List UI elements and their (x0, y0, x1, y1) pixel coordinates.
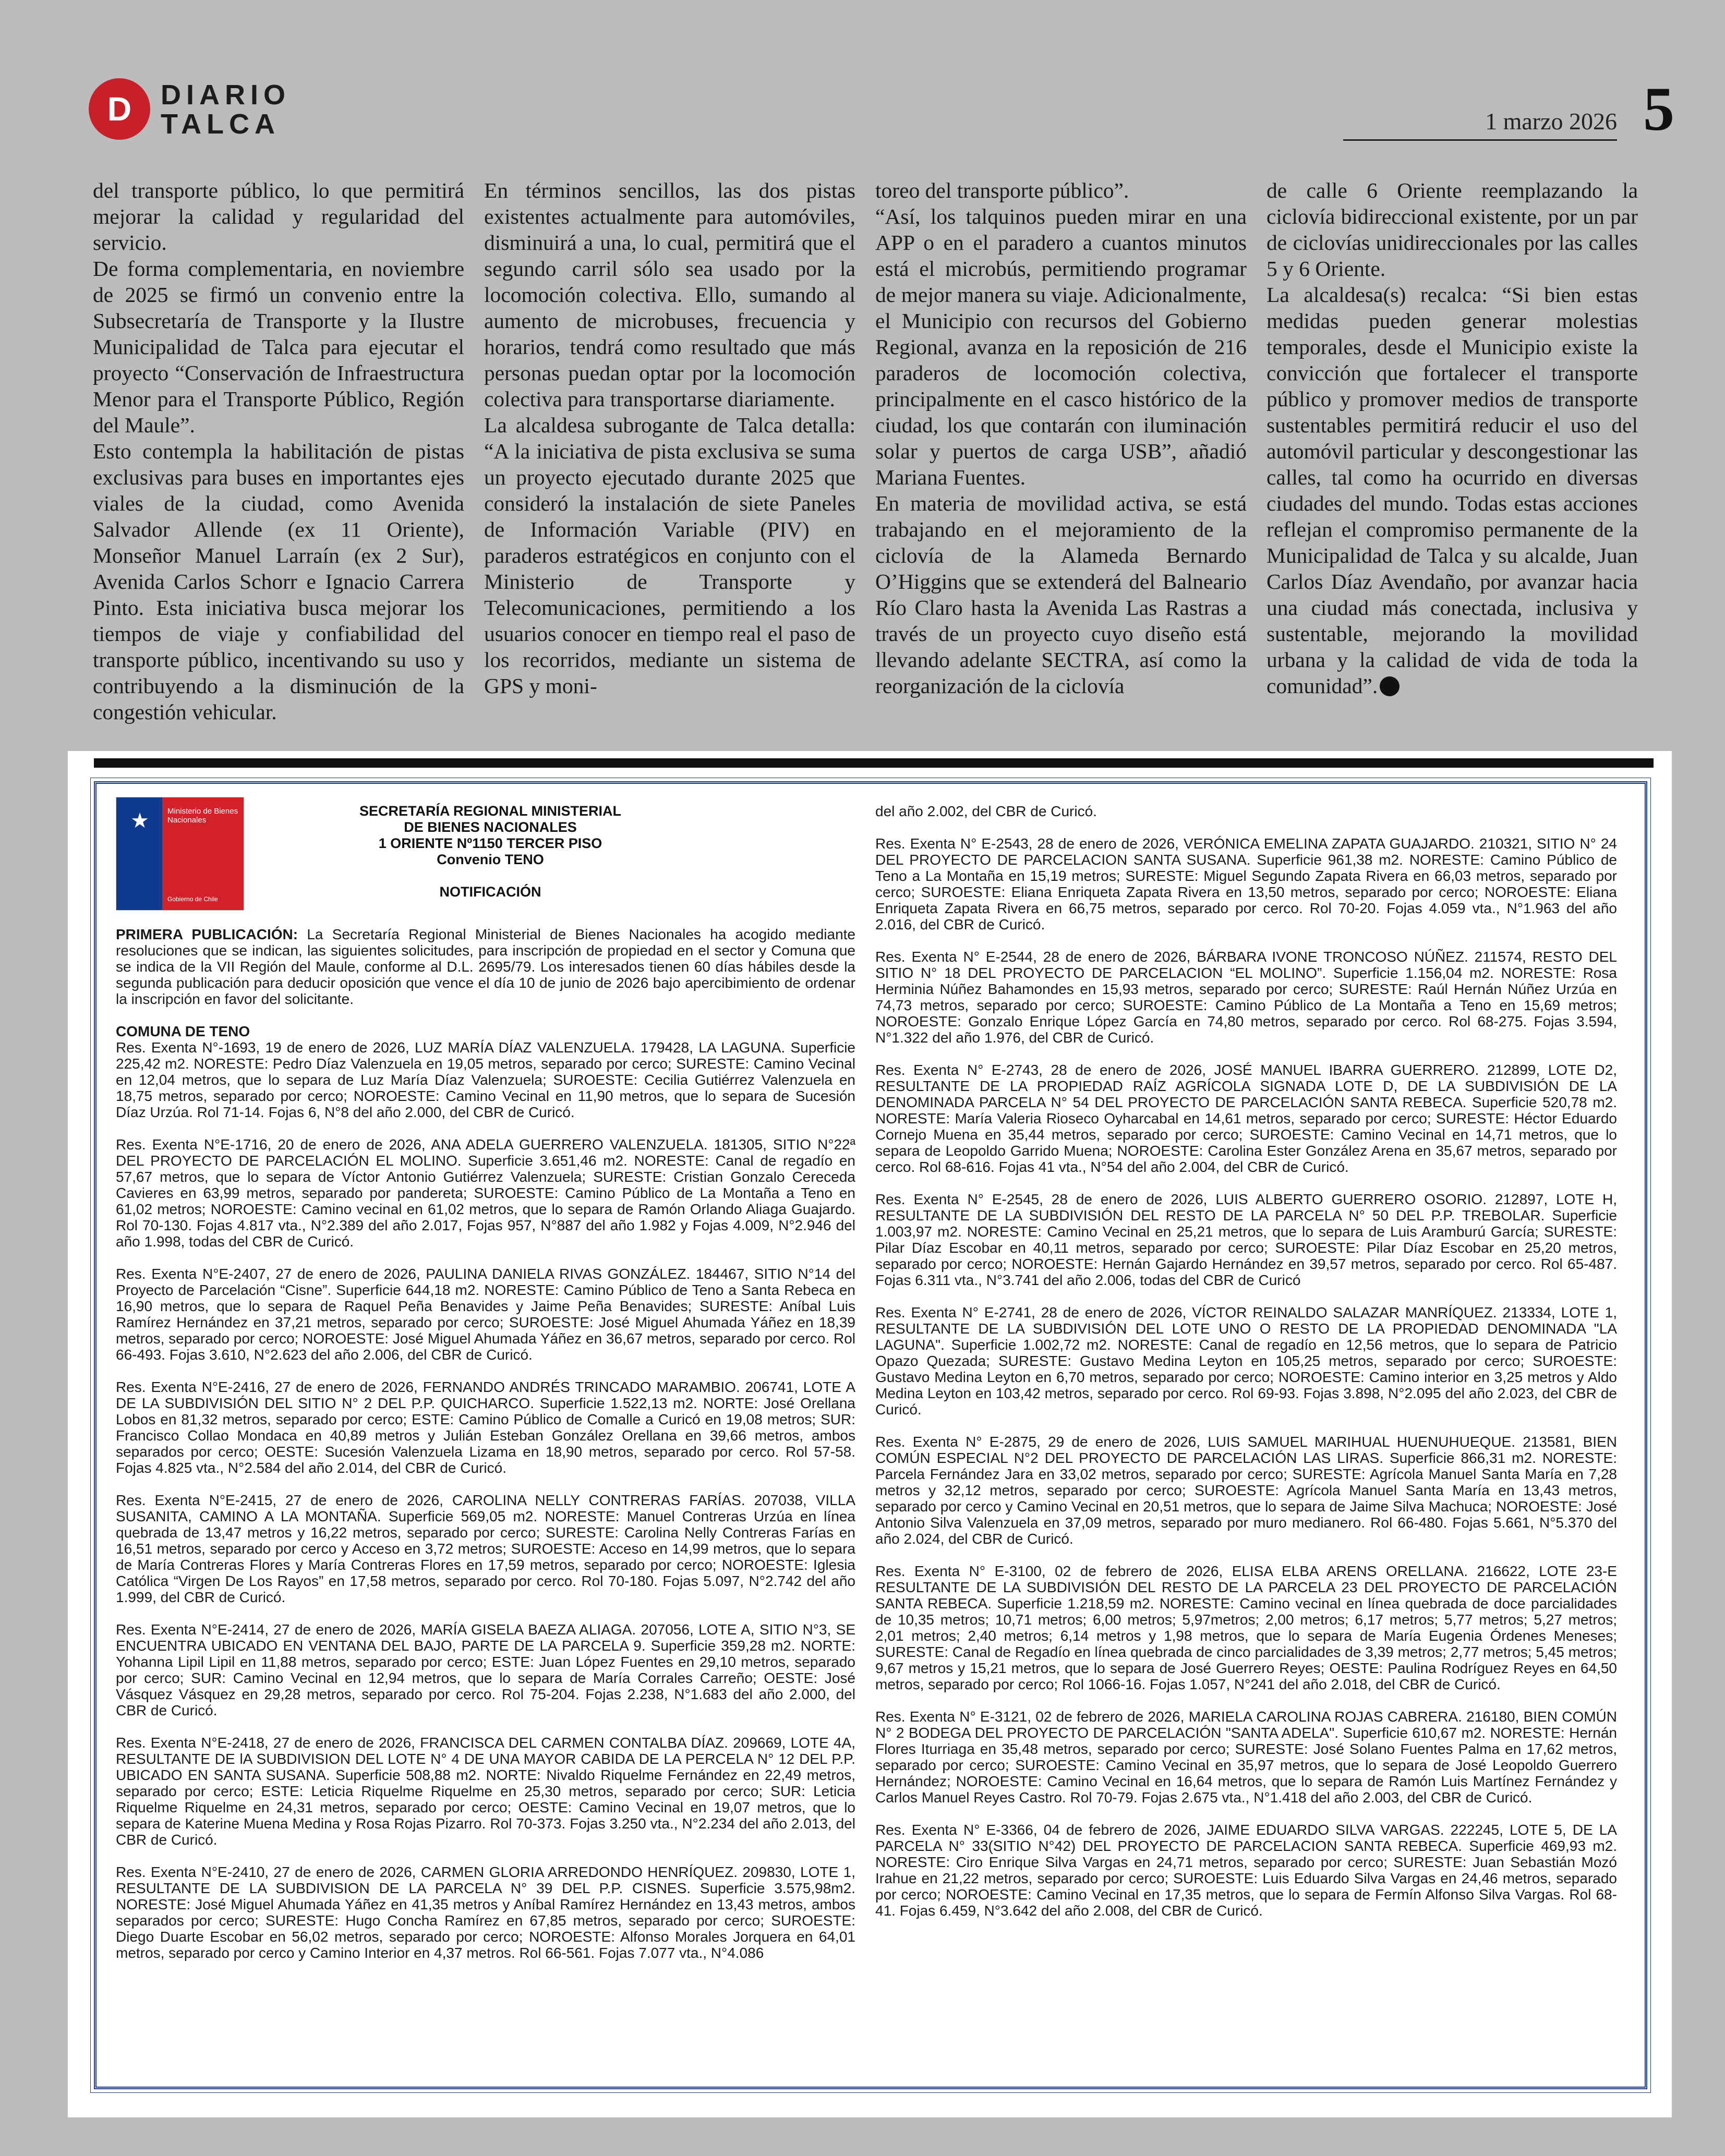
intro-text: La Secretaría Regional Ministerial de Bienes Nacionales ha acogido mediante resoluciones que se indican, las siguientes solicitudes, para inscripción de propiedad en el sector y Comuna que se indica de la VII Región del Maule, conforme al D.L. 2695/79. Los interesados tienen 60 días hábiles desde la segunda publicación para deducir oposición que vence el día 10 de junio de 2026 bajo apercibimiento de ordenar la inscripción en favor del solicitante. (116, 926, 856, 1007)
resolution-entry: Res. Exenta N°-1693, 19 de enero de 2026, LUZ MARÍA DÍAZ VALENZUELA. 179428, LA LAGUNA. Superficie 225,42 m2. NORESTE: Pedro Díaz Valenzuela en 19,05 metros, separado por cerco; SURESTE: Camino Vecinal en 12,04 metros, que lo separa de Luz María Díaz Valenzuela; SUROESTE: Cecilia Gutiérrez Valenzuela en 18,75 metros, separado por cerco; NOROESTE: Camino Vecinal en 11,90 metros, que lo separa de Sucesión Díaz Urzúa. Rol 71-14. Fojas 6, N°8 del año 2.000, del CBR de Curicó. (116, 1039, 855, 1120)
resolution-entry: Res. Exenta N°E-2407, 27 de enero de 2026, PAULINA DANIELA RIVAS GONZÁLEZ. 184467, SITIO N°14 del Proyecto de Parcelación “Cisne”. Superficie 644,18 m2. NORESTE: Camino Público de Teno a Santa Rebeca en 16,90 metros, que lo separa de Raquel Peña Benavides y Jaime Peña Benavides; SURESTE: Aníbal Luis Ramírez Hernández en 37,21 metros, separado por cerco; SUROESTE: José Miguel Ahumada Yáñez en 18,39 metros, separado por cerco; NOROESTE: José Miguel Ahumada Yáñez en 36,67 metros, separado por cerco. Rol 66-493. Fojas 3.610, N°2.623 del año 2.006, del CBR de Curicó. (116, 1266, 855, 1363)
resolution-entry: Res. Exenta N° E-3366, 04 de febrero de 2026, JAIME EDUARDO SILVA VARGAS. 222245, LOTE 5, DE LA PARCELA N° 33(SITIO N°42) DEL PROYECTO DE PARCELACION SANTA REBECA. Superficie 469,93 m2. NORESTE: Ciro Enrique Silva Vargas en 24,71 metros, separado por cerco; SURESTE: Juan Sebastián Mozó Irahue en 21,22 metros, separado por cerco; SUROESTE: Luis Eduardo Silva Vargas en 24,46 metros, separado por cerco; NOROESTE: Camino Vecinal en 17,35 metros, que lo separa de Fermín Alfonso Silva Vargas. Rol 68-41. Fojas 6.459, N°3.642 del año 2.008, del CBR de Curicó. (875, 1822, 1617, 1919)
notice-heading-line: Convenio TENO (437, 852, 544, 867)
resolution-entry: Res. Exenta N° E-2875, 29 de enero de 2026, LUIS SAMUEL MARIHUAL HUENUHUEQUE. 213581, BIEN COMÚN ESPECIAL N°2 DEL PROYECTO DE PARCELACIÓN LAS LIRAS. Superficie 866,31 m2. NORESTE: Parcela Fernández Jara en 33,02 metros, separado por cerco; SURESTE: Agrícola Manuel Santa María en 7,28 metros y 32,12 metros, separado por cerco; SUROESTE: Agrícola Manuel Santa María en 13,43 metros, separado por cerco y Camino Vecinal en 20,51 metros, que lo separa de Jaime Silva Machuca; NOROESTE: José Antonio Silva Valenzuela en 37,09 metros, separado por muro medianero. Rol 66-480. Fojas 5.661, N°5.370 del año 2.024, del CBR de Curicó. (875, 1434, 1617, 1547)
publication-name-line2: TALCA (161, 108, 280, 140)
resolution-entry: Res. Exenta N° E-2741, 28 de enero de 2026, VÍCTOR REINALDO SALAZAR MANRÍQUEZ. 213334, LOTE 1, RESULTANTE DE LA SUBDIVISIÓN DEL LOTE UNO O RESTO DE LA PROPIEDAD DENOMINADA "LA LAGUNA". Superficie 1.002,72 m2. NORESTE: Canal de regadío en 12,56 metros, que lo separa de Patricio Opazo Quezada; SURESTE: Gustavo Medina Leyton en 105,25 metros, separado por cerco; SUROESTE: Gustavo Medina Leyton en 6,70 metros, separado por cerco; NOROESTE: Camino interior en 3,25 metros y Aldo Medina Leyton en 103,42 metros, separado por cerco. Rol 69-93. Fojas 3.898, N°2.095 del año 2.023, del CBR de Curicó. (875, 1304, 1617, 1418)
article-paragraph: En términos sencillos, las dos pistas existentes actualmente para automóviles, disminuirá a una, lo cual, permitirá que el segundo carril sólo sea usado por la locomoción colectiva. Ello, sumando al aumento de microbuses, frecuencia y horarios, tendrá como resultado que más personas puedan optar por la locomoción colectiva para transportarse diariamente. (484, 178, 855, 411)
resolution-entry: Res. Exenta N° E-2543, 28 de enero de 2026, VERÓNICA EMELINA ZAPATA GUAJARDO. 210321, SITIO N° 24 DEL PROYECTO DE PARCELACION SANTA SUSANA. Superficie 961,38 m2. NORESTE: Camino Público de Teno a La Montaña en 15,19 metros; SURESTE: Miguel Segundo Zapata Rivera en 66,03 metros, separado por cerco; SUROESTE: Eliana Enriqueta Zapata Rivera en 13,50 metros, separado por cerco; NOROESTE: Eliana Enriqueta Zapata Rivera en 66,75 metros, separado por cerco. Rol 70-20. Fojas 4.059 vta., N°1.963 del año 2.016, del CBR de Curicó. (875, 835, 1617, 932)
resolution-entry: Res. Exenta N° E-3121, 02 de febrero de 2026, MARIELA CAROLINA ROJAS CABRERA. 216180, BIEN COMÚN N° 2 BODEGA DEL PROYECTO DE PARCELACIÓN "SANTA ADELA". Superficie 610,67 m2. NORESTE: Hernán Flores Iturriaga en 35,48 metros, separado por cerco; SURESTE: José Solano Fuentes Palma en 17,62 metros, separado por cerco; SUROESTE: Camino Vecinal en 35,97 metros, que lo separa de José Leopoldo Guerrero Hernández; NOROESTE: Camino Vecinal en 16,64 metros, que lo separa de Ramón Luis Martínez Fernández y Carlos Manuel Reyes Castro. Rol 70-79. Fojas 2.675 vta., N°1.418 del año 2.003, del CBR de Curicó. (875, 1709, 1617, 1806)
resolution-entry: Res. Exenta N°E-2414, 27 de enero de 2026, MARÍA GISELA BAEZA ALIAGA. 207056, LOTE A, SITIO N°3, SE ENCUENTRA UBICADO EN VENTANA DEL BAJO, PARTE DE LA PARCELA 9. Superficie 359,28 m2. NORTE: Yohanna Lipil Lipil en 11,88 metros, separado por cerco; ESTE: Juan López Fuentes en 29,10 metros, separado por cerco; SUR: Camino Vecinal en 12,94 metros, que lo separa de María Corrales Carreño; OESTE: José Vásquez Vásquez en 29,28 metros, separado por cerco. Rol 75-204. Fojas 2.238, N°1.683 del año 2.000, del CBR de Curicó. (116, 1621, 855, 1718)
masthead (89, 73, 1674, 146)
publication-name-line1: DIARIO (161, 79, 291, 111)
notice-heading-line: DE BIENES NACIONALES (404, 819, 577, 835)
intro-label: PRIMERA PUBLICACIÓN: (116, 926, 298, 942)
article-paragraph: De forma complementaria, en noviembre de 2025 se firmó un convenio entre la Subsecretaría de Transporte y la Ilustre Municipalidad de Talca para ejecutar el proyecto “Conservación de Infraestructura Menor para el Transporte Público, Región del Maule”. (93, 257, 464, 437)
notice-heading-line: 1 ORIENTE Nº1150 TERCER PISO (378, 835, 602, 851)
article-paragraph (1266, 282, 1638, 699)
article-paragraph: Esto contempla la habilitación de pistas exclusivas para buses en importantes ejes viales de la ciudad, como Avenida Salvador Allende (ex 11 Oriente), Monseñor Manuel Larraín (ex 2 Sur), Avenida Carlos Schorr e Ignacio Carrera Pinto. Esta iniciativa busca mejorar los tiempos de viaje y confiabilidad del transporte público, incentivando su uso y contribuyendo a la disminución de la congestión vehicular. (93, 439, 464, 724)
resolution-entry: Res. Exenta N° E-3100, 02 de febrero de 2026, ELISA ELBA ARENS ORELLANA. 216622, LOTE 23-E RESULTANTE DE LA SUBDIVISIÓN DEL RESTO DE LA PARCELA 23 DEL PROYECTO DE PARCELACIÓN SANTA REBECA. Superficie 1.218,59 m2. NORESTE: Camino vecinal en línea quebrada de doce parcialidades de 10,35 metros; 10,71 metros; 6,00 metros; 5,97metros; 2,00 metros; 6,17 metros; 5,77 metros; 5,27 metros; 2,01 metros; 2,40 metros; 6,14 metros y 1,98 metros, que lo separa de María Eugenia Órdenes Meneses; SURESTE: Canal de Regadío en línea quebrada de cinco parcialidades de 3,39 metros; 2,77 metros; 5,45 metros; 9,67 metros y 15,21 metros, que lo separa de José Guerrero Reyes; OESTE: Paulina Rodríguez Reyes en 64,50 metros, separado por cerco; Rol 1066-16. Fojas 1.057, N°241 del año 2.018, del CBR de Curicó. (875, 1563, 1617, 1692)
resolution-entry: Res. Exenta N° E-2544, 28 de enero de 2026, BÁRBARA IVONE TRONCOSO NÚÑEZ. 211574, RESTO DEL SITIO N° 18 DEL PROYECTO DE PARCELACION “EL MOLINO”. Superficie 1.156,04 m2. NORESTE: Rosa Herminia Núñez Bahamondes en 15,93 metros, separado por cerco; SURESTE: Raúl Hernán Núñez Urzúa en 74,73 metros, separado por cerco; SUROESTE: Camino Público de La Montaña a Teno en 15,69 metros; NOROESTE: Gonzalo Enrique López García en 74,80 metros, separado por cerco. Rol 68-275. Fojas 3.594, N°1.322 del año 1.976, del CBR de Curicó. (875, 949, 1617, 1046)
logo-ministry-text: Ministerio de Bienes Nacionales (167, 807, 238, 825)
notice-left-column (116, 926, 855, 1977)
article-paragraph: “Así, los talquinos pueden mirar en una APP o en el paradero a cuantos minutos está el microbús, permitiendo programar de mejor manera su viaje. Adicionalmente, el Municipio con recursos del Gobierno Regional, avanza en la reposición de 216 paraderos de locomoción colectiva, principalmente en el casco histórico de la ciudad, los que contarán con iluminación solar y puertos de carga USB”, añadió Mariana Fuentes. (875, 204, 1247, 489)
commune-heading: COMUNA DE TENO (116, 1023, 250, 1039)
notice-title: NOTIFICACIÓN (439, 884, 541, 900)
resolution-entry: Res. Exenta N°E-2416, 27 de enero de 2026, FERNANDO ANDRÉS TRINCADO MARAMBIO. 206741, LOTE A DE LA SUBDIVISIÓN DEL SITIO N° 2 DEL P.P. QUICHARCO. Superficie 1.522,13 m2. NORTE: José Orellana Lobos en 81,32 metros, separado por cerco; ESTE: Camino Público de Comalle a Curicó en 19,08 metros; SUR: Francisco Collao Mondaca en 40,89 metros y Julián Esteban González Orellana en 39,66 metros, ambos separados por cerco; OESTE: Sucesión Valenzuela Lizama en 18,90 metros, separado por cerco. Rol 57-58. Fojas 4.825 vta., N°2.584 del año 2.014, del CBR de Curicó. (116, 1379, 855, 1476)
diario-talca-logo-icon: D (89, 78, 150, 140)
resolution-entry: Res. Exenta N°E-1716, 20 de enero de 2026, ANA ADELA GUERRERO VALENZUELA. 181305, SITIO N°22ª DEL PROYECTO DE PARCELACIÓN EL MOLINO. Superficie 3.651,46 m2. NORESTE: Canal de regadío en 57,67 metros, que lo separa de Víctor Antonio Gutiérrez Valenzuela; SURESTE: Cristian Gonzalo Cereceda Cavieres en 63,99 metros, separado por pandereta; SUROESTE: Camino Público de La Montaña a Teno en 61,02 metros; NOROESTE: Camino vecinal en 61,02 metros, que lo separa de Ramón Orlando Aliaga Guajardo. Rol 70-130. Fojas 4.817 vta., N°2.389 del año 2.017, Fojas 957, N°887 del año 1.982 y Fojas 4.009, N°2.946 del año 1.998, todas del CBR de Curicó. (116, 1136, 855, 1250)
resolution-entry: Res. Exenta N° E-2743, 28 de enero de 2026, JOSÉ MANUEL IBARRA GUERRERO. 212899, LOTE D2, RESULTANTE DE LA PROPIEDAD RAÍZ AGRÍCOLA SIGNADA LOTE D, DE LA SUBDIVISIÓN DE LA DENOMINADA PARCELA N° 54 DEL PROYECTO DE PARCELACIÓN SANTA REBECA. Superficie 520,78 m2. NORESTE: María Valeria Rioseco Oyharcabal en 14,61 metros, separado por cerco; SURESTE: Héctor Eduardo Cornejo Muena en 35,44 metros, separado por cerco; SUROESTE: Camino Vecinal en 14,71 metros, que lo separa de Leopoldo Garrido Muena; NOROESTE: Carolina Ester González Arena en 35,67 metros, separado por cerco. Rol 68-616. Fojas 41 vta., N°54 del año 2.004, del CBR de Curicó. (875, 1062, 1617, 1175)
article-column-1 (93, 177, 464, 725)
chile-coat-of-arms-icon: ★ (130, 809, 149, 833)
page-number: 5 (1643, 74, 1674, 143)
article-paragraph: toreo del transporte público”. (875, 178, 1129, 202)
publication-name (161, 80, 291, 139)
article-paragraph: de calle 6 Oriente reemplazando la ciclovía bidireccional existente, por un par de ciclovías unidireccionales por las calles 5 y 6 Oriente. (1266, 178, 1638, 281)
end-of-article-icon (1380, 676, 1400, 696)
article-paragraph: La alcaldesa subrogante de Talca detalla: “A la iniciativa de pista exclusiva se suma un proyecto ejecutado durante 2025 que consideró la instalación de siete Paneles de Información Variable (PIV) en paraderos estratégicos en conjunto con el Ministerio de Transporte y Telecomunicaciones, permitiendo a los usuarios conocer en tiempo real el paso de los recorridos, mediante un sistema de GPS y moni- (484, 413, 855, 698)
resolution-entry: Res. Exenta N°E-2415, 27 de enero de 2026, CAROLINA NELLY CONTRERAS FARÍAS. 207038, VILLA SUSANITA, CAMINO A LA MONTAÑA. Superficie 569,05 m2. NORESTE: Manuel Contreras Urzúa en línea quebrada de 13,47 metros y 16,22 metros, separado por cerco; SURESTE: Carolina Nelly Contreras Farías en 16,51 metros, separado por cerco y Acceso en 3,72 metros; SUROESTE: Acceso en 14,99 metros, que lo separa de María Contreras Flores y María Contreras Flores en 17,59 metros, separado por cerco; NOROESTE: Iglesia Católica “Virgen De Los Rayos” en 17,58 metros, separado por cerco. Rol 70-180. Fojas 5.097, N°2.742 del año 1.999, del CBR de Curicó. (116, 1492, 855, 1605)
article-closing-text: La alcaldesa(s) recalca: “Si bien estas medidas pueden generar molestias temporales, desde el Municipio existe la convicción que fortalecer el transporte público y promover medios de transporte sustentables permitirá reducir el uso del automóvil particular y descongestionar las calles, tal como ha ocurrido en diversas ciudades del mundo. Todas estas acciones reflejan el compromiso permanente de la Municipalidad de Talca y su alcalde, Juan Carlos Díaz Avendaño, por avanzar hacia una ciudad más conectada, inclusiva y sustentable, mejorando la movilidad urbana y la calidad de vida de toda la comunidad”. (1266, 283, 1638, 698)
notice-heading-line: SECRETARÍA REGIONAL MINISTERIAL (359, 803, 622, 819)
resolution-entry: Res. Exenta N° E-2545, 28 de enero de 2026, LUIS ALBERTO GUERRERO OSORIO. 212897, LOTE H, RESULTANTE DE LA SUBDIVISIÓN DEL RESTO DE LA PARCELA N° 50 DEL P.P. TREBOLAR. Superficie 1.003,97 m2. NORESTE: Camino Vecinal en 25,21 metros, que lo separa de Luis Aramburú García; SURESTE: Pilar Díaz Escobar en 40,11 metros, separado por cerco; SUROESTE: Pilar Díaz Escobar en 25,20 metros, separado por cerco; NOROESTE: Hernán Gajardo Hernández en 39,57 metros, separado por cerco. Rol 65-487. Fojas 6.311 vta., N°3.741 del año 2.006, todas del CBR de Curicó (875, 1191, 1617, 1288)
article-paragraph: En materia de movilidad activa, se está trabajando en el mejoramiento de la ciclovía de la Alameda Bernardo O’Higgins que se extenderá del Balneario Río Claro hasta la Avenida Las Rastras a través de un proyecto cuyo diseño está llevando adelante SECTRA, así como la reorganización de la ciclovía (875, 491, 1247, 698)
notice-top-rule (94, 758, 1654, 768)
notice-intro (116, 926, 855, 1007)
article-paragraph: del transporte público, lo que permitirá mejorar la calidad y regularidad del servicio. (93, 178, 464, 255)
resolution-entry: Res. Exenta N°E-2418, 27 de enero de 2026, FRANCISCA DEL CARMEN CONTALBA DÍAZ. 209669, LOTE 4A, RESULTANTE DE lA SUBDIVISION DEL LOTE N° 4 DE UNA MAYOR CABIDA DE LA PERCELA N° 12 DEL P.P. UBICADO EN SANTA SUSANA. Superficie 508,88 m2. NORTE: Nivaldo Riquelme Fernández en 22,49 metros, separado por cerco; ESTE: Leticia Riquelme Riquelme en 25,30 metros, separado por cerco; SUR: Leticia Riquelme Riquelme en 24,31 metros, separado por cerco; OESTE: Camino Vecinal en 19,07 metros, que lo separa de Katerine Muena Medina y Rosa Rojas Pizarro. Rol 70-373. Fojas 3.250 vta., N°2.234 del año 2.013, del CBR de Curicó. (116, 1735, 855, 1848)
article-column-4 (1266, 177, 1638, 699)
notice-right-column (875, 803, 1617, 1935)
issue-date: 1 marzo 2026 (1343, 107, 1617, 141)
resolution-entry: Res. Exenta N°E-2410, 27 de enero de 2026, CARMEN GLORIA ARREDONDO HENRÍQUEZ. 209830, LOTE 1, RESULTANTE DE LA SUBDIVISION DE LA PARCELA N° 39 DEL P.P. CISNES. Superficie 3.575,98m2. NORESTE: José Miguel Ahumada Yáñez en 41,35 metros y Aníbal Ramírez Hernández en 13,43 metros, ambos separados por cerco; SURESTE: Hugo Concha Ramírez en 67,85 metros, separado por cerco; SUROESTE: Diego Duarte Escobar en 56,02 metros, separado por cerco; NOROESTE: Alfonso Morales Jorquera en 64,01 metros, separado por cerco y Camino Interior en 4,37 metros. Rol 66-561. Fojas 7.077 vta., N°4.086 (116, 1864, 855, 1961)
notice-heading (219, 803, 762, 900)
resolution-entry: del año 2.002, del CBR de Curicó. (875, 803, 1097, 819)
article-column-3 (875, 177, 1247, 699)
article-body (93, 177, 1637, 730)
logo-gobierno-text: Gobierno de Chile (167, 895, 218, 903)
article-column-2 (484, 177, 855, 699)
commune-block (116, 1023, 855, 1120)
